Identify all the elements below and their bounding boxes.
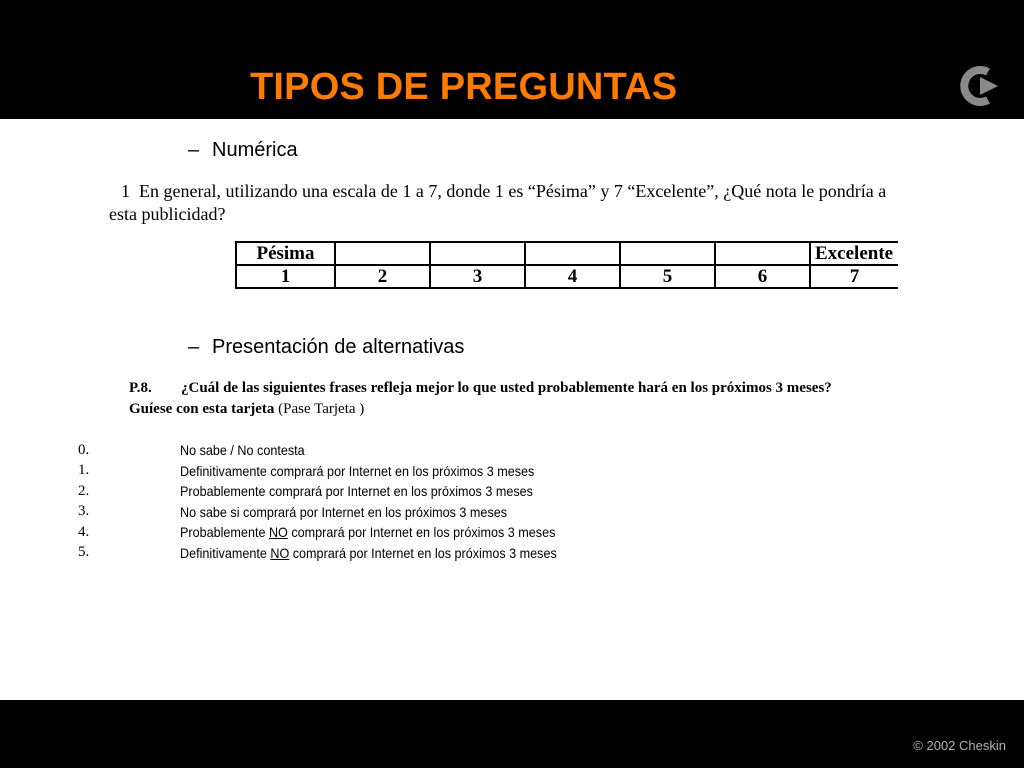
section-label: Presentación de alternativas bbox=[212, 336, 465, 358]
section-numerica bbox=[188, 138, 298, 162]
list-item bbox=[78, 543, 599, 564]
rating-scale-table bbox=[235, 241, 898, 289]
scale-empty-cell bbox=[715, 242, 810, 265]
scale-value: 3 bbox=[430, 265, 525, 288]
slide-title: TIPOS DE PREGUNTAS bbox=[250, 66, 678, 108]
option-text: No sabe si comprará por Internet en los próximos 3 meses bbox=[180, 503, 508, 520]
question-number: 1 bbox=[121, 181, 130, 201]
instruction-note: (Pase Tarjeta ) bbox=[278, 401, 365, 417]
scale-empty-cell bbox=[335, 242, 430, 265]
instruction-bold: Guíese con esta tarjeta bbox=[129, 401, 275, 417]
scale-value: 6 bbox=[715, 265, 810, 288]
scale-low-label: Pésima bbox=[236, 242, 335, 265]
question-8-line bbox=[129, 378, 949, 399]
footer-bar bbox=[0, 700, 1024, 768]
option-number: 0. bbox=[78, 441, 90, 458]
option-text: Probablemente comprará por Internet en los próximos 3 meses bbox=[180, 483, 533, 500]
scale-value: 7 bbox=[810, 265, 898, 288]
list-item bbox=[78, 481, 599, 502]
scale-label-row bbox=[236, 242, 898, 265]
scale-value: 5 bbox=[620, 265, 715, 288]
scale-empty-cell bbox=[620, 242, 715, 265]
question-text: En general, utilizando una escala de 1 a 7, donde 1 es “Pésima” y 7 “Excelente”, ¿Qué nota le pondría a esta publicidad? bbox=[109, 181, 887, 224]
question-1 bbox=[109, 180, 899, 226]
scale-high-label: Excelente bbox=[810, 242, 898, 265]
question-8-instruction bbox=[129, 399, 949, 420]
option-number: 3. bbox=[78, 503, 90, 520]
copyright-text: © 2002 Cheskin bbox=[913, 738, 1006, 753]
option-number: 1. bbox=[78, 462, 90, 479]
list-item bbox=[78, 522, 599, 543]
option-text: No sabe / No contesta bbox=[180, 442, 305, 459]
scale-empty-cell bbox=[430, 242, 525, 265]
answer-options-list bbox=[78, 440, 599, 563]
question-8 bbox=[129, 378, 949, 420]
option-text: Probablemente NO comprará por Internet en los próximos 3 meses bbox=[180, 524, 556, 541]
option-text: Definitivamente NO comprará por Internet en los próximos 3 meses bbox=[180, 544, 557, 561]
list-item bbox=[78, 440, 599, 461]
option-number: 5. bbox=[78, 544, 90, 561]
dash-marker: – bbox=[188, 139, 200, 161]
question-8-text: ¿Cuál de las siguientes frases refleja mejor lo que usted probablemente hará en los próximos 3 meses? bbox=[181, 380, 832, 396]
option-number: 4. bbox=[78, 523, 90, 540]
option-number: 2. bbox=[78, 482, 90, 499]
section-alternativas bbox=[188, 335, 464, 359]
scale-empty-cell bbox=[525, 242, 620, 265]
scale-value-row bbox=[236, 265, 898, 288]
section-label: Numérica bbox=[212, 139, 298, 161]
option-text: Definitivamente comprará por Internet en los próximos 3 meses bbox=[180, 462, 535, 479]
dash-marker: – bbox=[188, 336, 200, 358]
list-item bbox=[78, 502, 599, 523]
header-bar bbox=[0, 0, 1024, 119]
question-code: P.8. bbox=[129, 380, 152, 396]
list-item bbox=[78, 461, 599, 482]
scale-value: 1 bbox=[236, 265, 335, 288]
scale-value: 2 bbox=[335, 265, 430, 288]
scale-value: 4 bbox=[525, 265, 620, 288]
cheskin-logo-icon bbox=[958, 64, 1000, 108]
